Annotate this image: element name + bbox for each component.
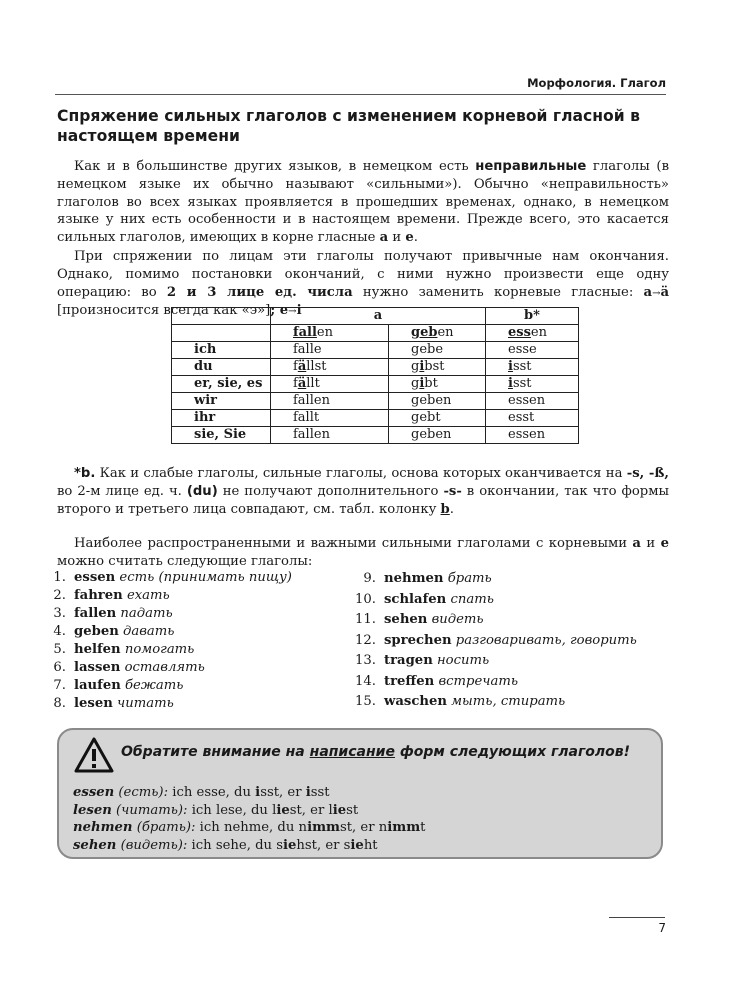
changed-vowel: ie bbox=[276, 802, 290, 818]
changed-vowel: i bbox=[255, 785, 261, 800]
pronoun-cell: er, sie, es bbox=[172, 376, 271, 393]
list-intro-paragraph bbox=[57, 535, 669, 571]
table-row bbox=[172, 410, 579, 427]
section-title: Спряжение сильных глаголов с изменением корневой гласной в настоящем времени bbox=[57, 107, 640, 145]
list-item bbox=[44, 569, 292, 587]
vowel-a: a bbox=[379, 230, 389, 246]
form-text: gebt bbox=[411, 410, 441, 425]
list-item bbox=[44, 605, 292, 623]
table-row bbox=[172, 342, 579, 359]
item-number: 14. bbox=[355, 673, 376, 689]
conjugation-table bbox=[171, 307, 579, 444]
form-text: g bbox=[411, 359, 420, 374]
item-number: 10. bbox=[355, 591, 376, 607]
german-verb: helfen bbox=[74, 642, 121, 657]
translation: видеть bbox=[431, 612, 484, 627]
footnote-mark: *b. bbox=[74, 466, 96, 481]
changed-vowel: i bbox=[419, 376, 425, 391]
form-cell bbox=[389, 359, 486, 376]
group-a-header: a bbox=[271, 308, 486, 325]
translation: (читать): bbox=[111, 802, 188, 818]
text: ; bbox=[270, 303, 280, 319]
translation: разговаривать, говорить bbox=[455, 632, 637, 648]
changed-vowel: i bbox=[305, 785, 311, 800]
text: в окончании, так что формы второго и третьего лица совпадают, см. табл. колонку bbox=[57, 483, 670, 517]
list-item bbox=[44, 623, 292, 641]
form-text: bst bbox=[424, 359, 445, 374]
form-text: llt bbox=[306, 376, 320, 391]
verb: lesen bbox=[73, 802, 112, 818]
verb-ending: en bbox=[530, 325, 547, 340]
pronoun-cell: sie, Sie bbox=[172, 427, 271, 444]
text: ich esse, du bbox=[168, 785, 256, 800]
verb: essen bbox=[73, 785, 115, 800]
german-verb: sprechen bbox=[384, 632, 452, 648]
translation: носить bbox=[437, 653, 490, 668]
form-cell bbox=[271, 427, 389, 444]
table-group-row bbox=[172, 308, 579, 325]
list-item bbox=[352, 631, 637, 652]
form-cell bbox=[486, 393, 579, 410]
form-cell bbox=[486, 342, 579, 359]
changed-vowel: ä bbox=[297, 376, 307, 391]
text: ht bbox=[363, 837, 378, 853]
german-verb: nehmen bbox=[384, 571, 444, 586]
translation: спать bbox=[450, 591, 494, 607]
text: st, er n bbox=[339, 820, 388, 835]
verb-header bbox=[271, 325, 389, 342]
vowel-e: e bbox=[660, 536, 669, 551]
changed-vowel: i bbox=[508, 359, 513, 374]
german-verb: treffen bbox=[384, 673, 435, 689]
item-number: 15. bbox=[355, 694, 376, 709]
text: и bbox=[388, 230, 406, 246]
form-cell bbox=[389, 427, 486, 444]
footnote-paragraph bbox=[57, 465, 669, 518]
form-text: sst bbox=[512, 376, 532, 391]
form-cell bbox=[271, 393, 389, 410]
verb-ending: en bbox=[437, 325, 454, 340]
page-number: 7 bbox=[658, 921, 666, 935]
list-item bbox=[44, 587, 292, 605]
verb-stem: fall bbox=[293, 325, 317, 340]
changed-vowel: imm bbox=[387, 820, 421, 835]
text: и bbox=[640, 536, 661, 551]
verb-header bbox=[486, 325, 579, 342]
verb-header bbox=[389, 325, 486, 342]
text: sst, er bbox=[260, 785, 306, 800]
translation: брать bbox=[447, 571, 492, 586]
changed-vowel: i bbox=[419, 359, 425, 374]
form-text: bt bbox=[424, 376, 438, 391]
verb: nehmen bbox=[73, 820, 133, 835]
changed-vowel: imm bbox=[307, 820, 340, 835]
ending-ref: -s, -ß, bbox=[626, 466, 669, 481]
text: При спряжении по лицам эти глаголы получают привычные нам окончания. Однако, помимо постановки окончаний, с ними нужно произвести еще одну операцию: во bbox=[57, 249, 669, 300]
text: st, er l bbox=[289, 802, 333, 818]
text: во 2-м лице ед. ч. bbox=[57, 483, 187, 499]
vowel-a: a bbox=[632, 536, 641, 551]
header-rule bbox=[55, 94, 666, 95]
text: глаголы (в немецком языке их обычно называют «сильными»). Обычно «неправильность» глаголов во всех языках проявляется в прошедших временах, однако, в немецком языке у них есть особенности и в настоящем времени. Прежде всего, это касается сильных глаголов, имеющих в корне гласные bbox=[57, 159, 669, 246]
form-cell bbox=[486, 376, 579, 393]
form-text: essen bbox=[508, 427, 546, 442]
form-text: g bbox=[411, 376, 420, 391]
item-number: 5. bbox=[53, 642, 66, 657]
german-verb: laufen bbox=[74, 678, 121, 693]
item-number: 3. bbox=[53, 606, 66, 621]
text: . bbox=[413, 230, 418, 246]
list-item bbox=[352, 590, 637, 611]
form-text: llst bbox=[306, 359, 327, 374]
table-corner-cell bbox=[172, 308, 271, 325]
text: не получают дополнительного bbox=[217, 483, 444, 499]
group-b-header: b* bbox=[486, 308, 579, 325]
form-cell bbox=[271, 342, 389, 359]
item-number: 6. bbox=[53, 660, 66, 675]
form-text: esse bbox=[508, 342, 537, 357]
form-text: sst bbox=[512, 359, 532, 374]
changed-vowel: ä bbox=[297, 359, 307, 374]
translation: (видеть): bbox=[116, 837, 188, 853]
text: sst bbox=[310, 785, 330, 800]
form-cell bbox=[389, 410, 486, 427]
list-item bbox=[352, 610, 637, 631]
vowel-a: a bbox=[643, 284, 653, 300]
vowel-i: i bbox=[296, 303, 302, 319]
changed-vowel: ie bbox=[350, 837, 364, 853]
form-text: fallt bbox=[293, 410, 320, 425]
notice-line bbox=[73, 819, 425, 837]
item-number: 9. bbox=[363, 571, 376, 586]
form-cell bbox=[389, 342, 486, 359]
form-text: fallen bbox=[293, 427, 330, 442]
item-number: 12. bbox=[355, 632, 376, 648]
pronoun-cell: du bbox=[172, 359, 271, 376]
translation: есть (принимать пищу) bbox=[119, 570, 292, 585]
german-verb: lesen bbox=[74, 696, 113, 711]
translation: (есть): bbox=[114, 785, 169, 800]
translation: оставлять bbox=[124, 660, 205, 675]
form-text: geben bbox=[411, 427, 452, 442]
table-header-row bbox=[172, 325, 579, 342]
verb-stem: geb bbox=[411, 325, 438, 340]
item-number: 13. bbox=[355, 653, 376, 668]
text: . bbox=[449, 501, 454, 517]
list-item bbox=[352, 651, 637, 672]
arrow-icon: → bbox=[288, 306, 297, 318]
translation: ехать bbox=[126, 588, 170, 603]
translation: бежать bbox=[125, 678, 184, 693]
notice-lines bbox=[73, 784, 425, 854]
form-cell bbox=[389, 393, 486, 410]
column-ref: b bbox=[440, 501, 450, 517]
changed-vowel: ie bbox=[332, 802, 347, 818]
text: [произносится всегда как «э»] bbox=[57, 303, 271, 319]
form-text: essen bbox=[508, 393, 546, 408]
pronoun-ref: (du) bbox=[186, 483, 218, 499]
german-verb: sehen bbox=[384, 612, 428, 627]
list-item bbox=[44, 695, 292, 713]
text: hst, er s bbox=[296, 837, 351, 853]
text: Обратите внимание на bbox=[121, 744, 310, 760]
form-text: esst bbox=[508, 410, 535, 425]
vowel-e: e bbox=[279, 303, 289, 319]
notice-box bbox=[57, 728, 663, 859]
running-header: Морфология. Глагол bbox=[527, 76, 666, 90]
form-cell bbox=[271, 410, 389, 427]
german-verb: fahren bbox=[74, 588, 123, 603]
text: Как и в большинстве других языков, в немецком есть bbox=[74, 159, 476, 174]
form-text: geben bbox=[411, 393, 452, 408]
intro-paragraph bbox=[57, 158, 669, 247]
text: st bbox=[346, 802, 359, 818]
form-cell bbox=[271, 359, 389, 376]
table-row bbox=[172, 427, 579, 444]
text: ich lese, du l bbox=[187, 802, 277, 818]
text: можно считать следующие глаголы: bbox=[57, 553, 313, 569]
pronoun-cell: ich bbox=[172, 342, 271, 359]
translation: читать bbox=[117, 696, 174, 711]
term-irregular: неправильные bbox=[475, 159, 587, 174]
verb: sehen bbox=[73, 837, 117, 853]
translation: помогать bbox=[124, 642, 195, 657]
verb-list-left bbox=[44, 569, 292, 713]
list-item bbox=[352, 692, 637, 713]
form-cell bbox=[486, 427, 579, 444]
text: ich nehme, du n bbox=[195, 820, 308, 835]
changed-vowel: ie bbox=[282, 837, 297, 853]
form-text: fallen bbox=[293, 393, 330, 408]
warning-icon bbox=[73, 736, 115, 774]
notice-line bbox=[73, 802, 425, 820]
verb-stem: ess bbox=[508, 325, 531, 340]
translation: падать bbox=[120, 606, 173, 621]
verb-list-right bbox=[352, 569, 637, 713]
form-cell bbox=[486, 410, 579, 427]
german-verb: lassen bbox=[74, 660, 121, 675]
list-item bbox=[352, 569, 637, 590]
verb-ending: en bbox=[316, 325, 333, 340]
table-row bbox=[172, 393, 579, 410]
underlined-word: написание bbox=[309, 744, 395, 760]
form-cell bbox=[486, 359, 579, 376]
form-text: gebe bbox=[411, 342, 444, 357]
item-number: 4. bbox=[53, 624, 66, 639]
translation: (брать): bbox=[132, 820, 196, 835]
table-row bbox=[172, 376, 579, 393]
item-number: 7. bbox=[53, 678, 66, 693]
german-verb: schlafen bbox=[384, 591, 447, 607]
item-number: 2. bbox=[53, 588, 66, 603]
pronoun-cell: wir bbox=[172, 393, 271, 410]
vowel-ae: ä bbox=[660, 284, 670, 300]
german-verb: fallen bbox=[74, 606, 117, 621]
arrow-icon: → bbox=[652, 287, 661, 299]
text: Как и слабые глаголы, сильные глаголы, основа которых оканчивается на bbox=[95, 466, 627, 481]
german-verb: tragen bbox=[384, 653, 433, 668]
item-number: 8. bbox=[53, 696, 66, 711]
person-number: 2 и 3 лице ед. числа bbox=[166, 284, 353, 300]
translation: встречать bbox=[438, 673, 519, 689]
item-number: 1. bbox=[53, 570, 66, 585]
translation: давать bbox=[123, 624, 175, 639]
ending-ref: -s- bbox=[443, 483, 462, 499]
german-verb: essen bbox=[74, 570, 116, 585]
item-number: 11. bbox=[355, 612, 376, 627]
text: Наиболее распространенными и важными сильными глаголами с корневыми bbox=[74, 536, 633, 551]
form-text: f bbox=[293, 376, 298, 391]
german-verb: waschen bbox=[384, 694, 447, 709]
notice-line bbox=[73, 784, 425, 802]
german-verb: geben bbox=[74, 624, 119, 639]
footer-rule bbox=[609, 917, 665, 918]
notice-title bbox=[121, 744, 630, 760]
form-text: f bbox=[293, 359, 298, 374]
table-row bbox=[172, 359, 579, 376]
list-item bbox=[44, 641, 292, 659]
text: форм следующих глаголов! bbox=[394, 744, 631, 760]
form-text: falle bbox=[293, 342, 322, 357]
vowel-e: e bbox=[405, 230, 414, 246]
table-corner-cell bbox=[172, 325, 271, 342]
list-item bbox=[352, 672, 637, 693]
list-item bbox=[44, 659, 292, 677]
changed-vowel: i bbox=[508, 376, 513, 391]
pronoun-cell: ihr bbox=[172, 410, 271, 427]
text: ich sehe, du s bbox=[187, 837, 283, 853]
form-cell bbox=[271, 376, 389, 393]
list-item bbox=[44, 677, 292, 695]
text: t bbox=[420, 820, 426, 835]
translation: мыть, стирать bbox=[451, 694, 566, 709]
text: нужно заменить корневые гласные: bbox=[352, 284, 644, 300]
notice-line bbox=[73, 837, 425, 855]
form-cell bbox=[389, 376, 486, 393]
